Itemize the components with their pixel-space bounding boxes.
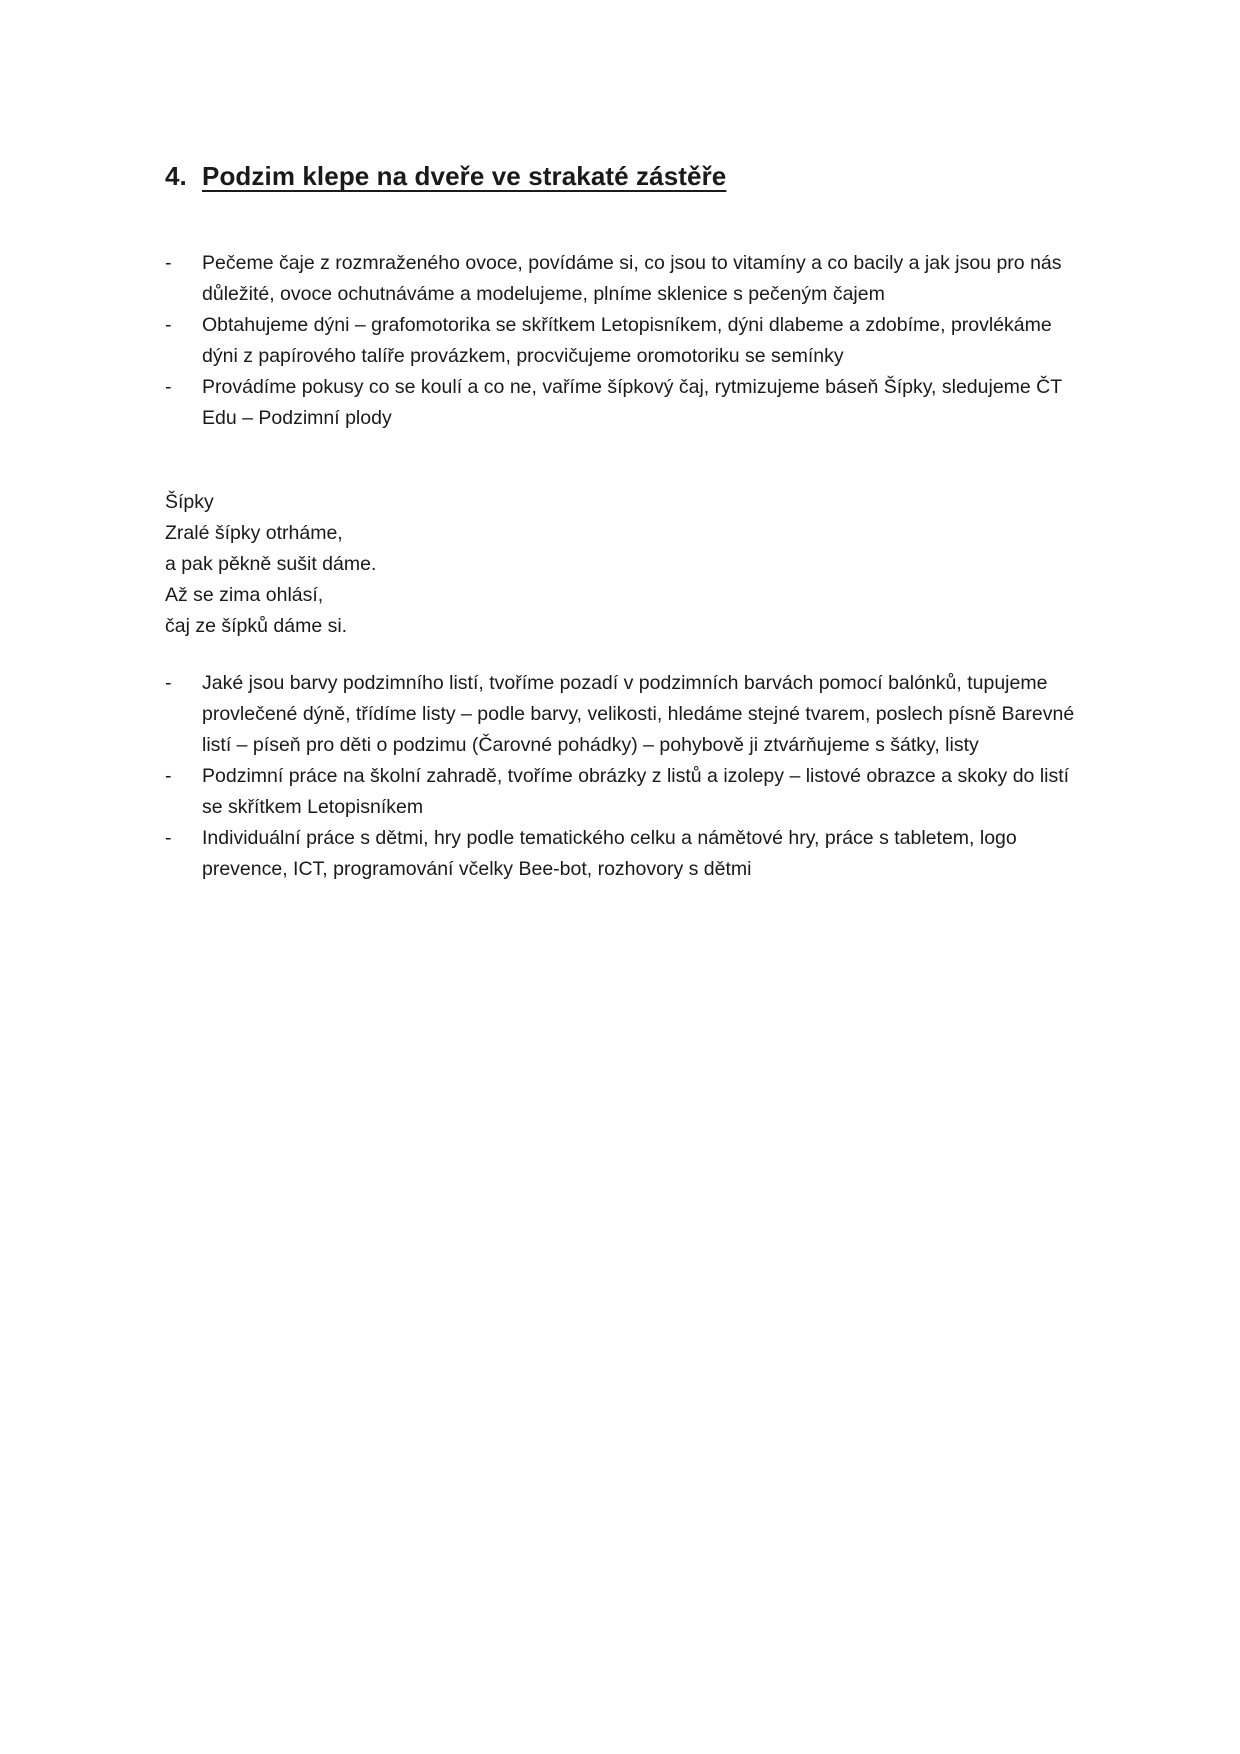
section-heading-title: Podzim klepe na dveře ve strakaté zástěře (202, 161, 727, 191)
poem-line: čaj ze šípků dáme si. (165, 615, 348, 637)
list-item (165, 248, 1080, 310)
dash-bullet-marker: - (165, 314, 172, 336)
list-item (165, 372, 1080, 434)
bullet-list-bottom (165, 668, 1080, 885)
dash-bullet-marker: - (165, 252, 172, 274)
poem-title: Šípky (165, 491, 214, 513)
section-heading-number: 4. (165, 161, 187, 191)
list-item (165, 668, 1080, 761)
list-item (165, 823, 1080, 885)
dash-bullet-marker: - (165, 672, 172, 694)
bullet-list-top (165, 248, 1080, 434)
list-item-text: Obtahujeme dýni – grafomotorika se skřítkem Letopisníkem, dýni dlabeme a zdobíme, provlékáme dýni z papírového talíře provázkem, procvičujeme oromotoriku se semínky (202, 314, 1052, 367)
list-item-text: Provádíme pokusy co se koulí a co ne, vaříme šípkový čaj, rytmizujeme báseň Šípky, sledujeme ČT Edu – Podzimní plody (202, 376, 1062, 429)
list-item-text: Jaké jsou barvy podzimního listí, tvoříme pozadí v podzimních barvách pomocí balónků, tupujeme provlečené dýně, třídíme listy – podle barvy, velikosti, hledáme stejné tvarem, poslech písně Barevné listí – píseň pro děti o podzimu (Čarovné pohádky) – pohybově ji ztvárňujeme s šátky, listy (202, 672, 1075, 756)
dash-bullet-marker: - (165, 376, 172, 398)
poem-line: Až se zima ohlásí, (165, 584, 324, 606)
dash-bullet-marker: - (165, 765, 172, 787)
list-item (165, 761, 1080, 823)
poem-line: a pak pěkně sušit dáme. (165, 553, 377, 575)
list-item-text: Individuální práce s dětmi, hry podle tematického celku a námětové hry, práce s tabletem, logo prevence, ICT, programování včelky Bee-bot, rozhovory s dětmi (202, 827, 1017, 880)
section-heading (165, 161, 1080, 192)
list-item-text: Pečeme čaje z rozmraženého ovoce, povídáme si, co jsou to vitamíny a co bacily a jak jsou pro nás důležité, ovoce ochutnáváme a modelujeme, plníme sklenice s pečeným čajem (202, 252, 1062, 305)
poem-line: Zralé šípky otrháme, (165, 522, 343, 544)
list-item-text: Podzimní práce na školní zahradě, tvoříme obrázky z listů a izolepy – listové obrazce a skoky do listí se skřítkem Letopisníkem (202, 765, 1070, 818)
dash-bullet-marker: - (165, 827, 172, 849)
poem-block (165, 487, 1080, 642)
list-item (165, 310, 1080, 372)
